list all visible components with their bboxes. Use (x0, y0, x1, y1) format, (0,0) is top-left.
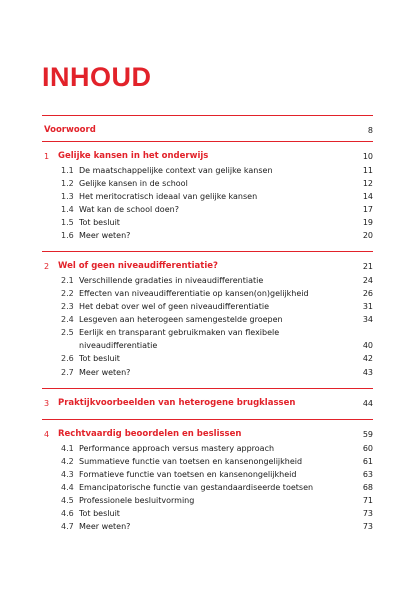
toc-chapter[interactable] (0, 428, 420, 441)
toc-section[interactable] (0, 274, 420, 287)
entry-title: Gelijke kansen in het onderwijs (58, 151, 209, 161)
entry-number: 2 (44, 262, 50, 272)
page-number: 20 (362, 231, 373, 241)
entry-title: Verschillende gradaties in niveaudifferentiatie (79, 275, 264, 285)
page-number: 59 (362, 430, 373, 440)
entry-number: 2.1 (61, 275, 74, 285)
entry-number: 2.5 (61, 328, 74, 338)
toc-section[interactable] (0, 520, 420, 533)
page-number: 10 (362, 152, 373, 161)
page-number: 44 (362, 398, 373, 408)
toc-section[interactable] (0, 300, 420, 313)
page-number: 19 (362, 218, 373, 227)
entry-title: Voorwoord (44, 125, 96, 135)
entry-number: 2.6 (61, 354, 74, 364)
toc-entry-voorwoord[interactable] (0, 124, 420, 137)
page-number: 24 (362, 275, 373, 285)
toc-section[interactable] (0, 468, 420, 481)
toc-section[interactable] (0, 494, 420, 507)
toc-section[interactable] (0, 326, 420, 339)
page-title: INHOUD (42, 62, 152, 92)
section-divider (42, 419, 373, 420)
toc-chapter[interactable] (0, 260, 420, 273)
entry-number: 1.6 (61, 231, 74, 241)
entry-title: Het debat over wel of geen niveaudifferentiatie (79, 302, 269, 311)
toc-section[interactable] (0, 352, 420, 365)
toc-section[interactable] (0, 177, 420, 190)
entry-number: 4.1 (61, 443, 74, 453)
toc-section[interactable] (0, 481, 420, 494)
page-number: 73 (362, 522, 373, 532)
entry-title: Tot besluit (79, 509, 120, 519)
entry-title: Effecten van niveaudifferentiatie op kansen(on)gelijkheid (79, 288, 309, 298)
entry-title: Summatieve functie van toetsen en kansenongelijkheid (79, 456, 303, 466)
entry-number: 4.7 (61, 522, 74, 532)
toc-section[interactable] (0, 366, 420, 379)
toc-chapter[interactable] (0, 397, 420, 410)
entry-number: 2.7 (61, 367, 74, 377)
entry-number: 2.4 (61, 315, 74, 325)
entry-title: Meer weten? (79, 231, 131, 241)
entry-title: Tot besluit (79, 354, 120, 364)
entry-number: 1.4 (61, 204, 74, 214)
entry-title: Formatieve functie van toetsen en kansenongelijkheid (79, 470, 297, 479)
entry-title: niveaudifferentiatie (79, 341, 158, 351)
page-number: 8 (367, 126, 373, 135)
entry-title: Praktijkvoorbeelden van heterogene brugklassen (58, 397, 296, 408)
entry-number: 4.3 (61, 470, 74, 479)
entry-number: 4.6 (61, 509, 74, 519)
entry-number: 1 (44, 152, 50, 161)
entry-title: Emancipatorische functie van gestandaardiseerde toetsen (79, 483, 314, 493)
section-divider (42, 251, 373, 252)
page-number: 60 (362, 443, 373, 453)
toc-section[interactable] (0, 455, 420, 468)
entry-title: Meer weten? (79, 367, 131, 377)
entry-title: De maatschappelijke context van gelijke kansen (79, 165, 273, 175)
page-number: 43 (362, 367, 373, 377)
entry-title: Tot besluit (79, 218, 120, 227)
toc-section[interactable] (0, 507, 420, 520)
page-number: 14 (362, 191, 373, 201)
toc-section[interactable] (0, 287, 420, 300)
toc-section[interactable] (0, 203, 420, 216)
page-number: 12 (362, 178, 373, 188)
section-divider (42, 115, 373, 116)
page-number: 71 (362, 496, 373, 506)
toc-section[interactable] (0, 229, 420, 242)
toc-section[interactable] (0, 442, 420, 455)
entry-number: 2.2 (61, 288, 74, 298)
entry-title: Het meritocratisch ideaal van gelijke kansen (79, 191, 258, 201)
entry-number: 4.4 (61, 483, 74, 493)
page-number: 31 (362, 302, 373, 311)
page-number: 73 (362, 509, 373, 519)
entry-number: 1.5 (61, 218, 74, 227)
page-number: 61 (362, 456, 373, 466)
section-divider (42, 141, 373, 142)
entry-title: Eerlijk en transparant gebruikmaken van flexibele (79, 328, 280, 338)
toc-chapter[interactable] (0, 150, 420, 163)
page-number: 21 (362, 262, 373, 272)
toc-section[interactable] (0, 339, 420, 352)
entry-number: 1.1 (61, 165, 74, 175)
entry-number: 3 (44, 398, 50, 408)
entry-number: 4.2 (61, 456, 74, 466)
page-number: 40 (362, 341, 373, 351)
entry-title: Rechtvaardig beoordelen en beslissen (58, 429, 242, 440)
entry-title: Lesgeven aan heterogeen samengestelde groepen (79, 315, 283, 325)
page-number: 11 (362, 165, 373, 175)
entry-title: Gelijke kansen in de school (79, 178, 188, 188)
section-divider (42, 388, 373, 389)
entry-title: Professionele besluitvorming (79, 496, 195, 506)
page-number: 63 (362, 470, 373, 479)
entry-title: Wel of geen niveaudifferentiatie? (58, 261, 218, 272)
page-number: 68 (362, 483, 373, 493)
toc-section[interactable] (0, 164, 420, 177)
page-number: 26 (362, 288, 373, 298)
toc-section[interactable] (0, 190, 420, 203)
entry-title: Meer weten? (79, 522, 131, 532)
page-number: 34 (362, 315, 373, 325)
entry-number: 2.3 (61, 302, 74, 311)
entry-title: Performance approach versus mastery approach (79, 443, 275, 453)
page-number: 17 (362, 204, 373, 214)
entry-number: 4 (44, 430, 50, 440)
entry-number: 4.5 (61, 496, 74, 506)
page-number: 42 (362, 354, 373, 364)
entry-title: Wat kan de school doen? (79, 204, 179, 214)
toc-section[interactable] (0, 216, 420, 229)
entry-number: 1.3 (61, 191, 74, 201)
entry-number: 1.2 (61, 178, 74, 188)
toc-section[interactable] (0, 313, 420, 326)
